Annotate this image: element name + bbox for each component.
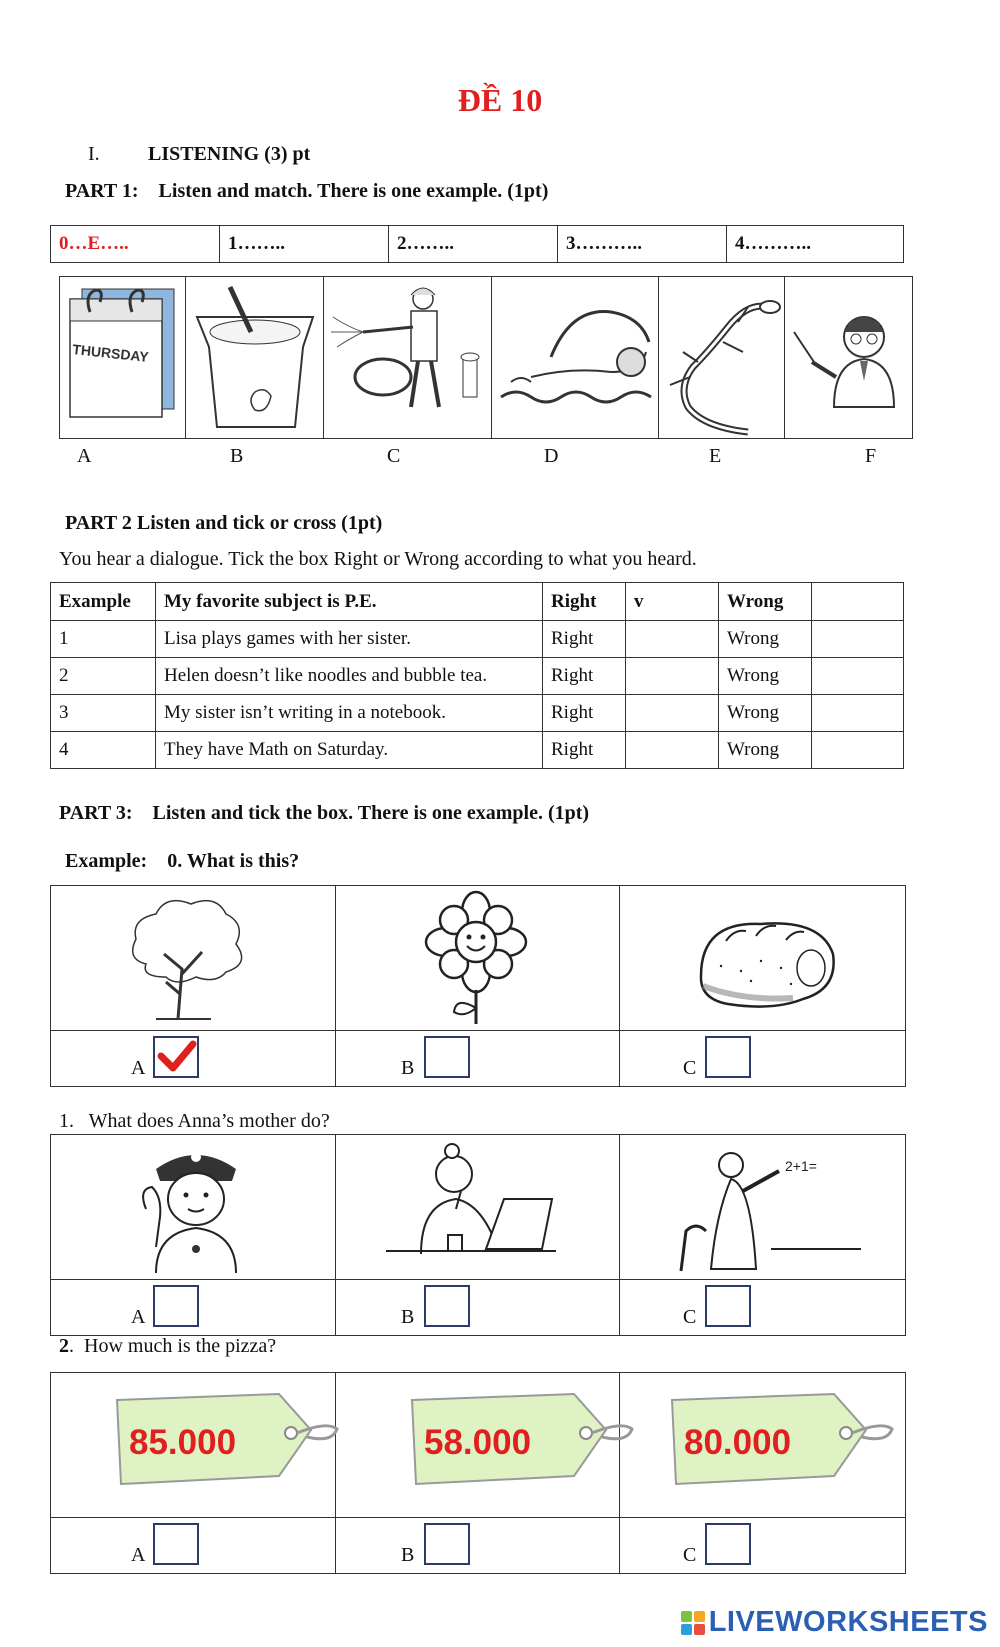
price-a: 85.000 [129,1423,237,1462]
part2-instruction: You hear a dialogue. Tick the box Right or Wrong according to what you heard. [59,548,697,570]
row-right-box[interactable] [626,695,719,732]
picture-c [323,277,492,438]
swimmer-icon [491,277,658,438]
row-num: 1 [51,621,156,658]
calendar-thursday-icon [60,277,185,438]
answer-example: 0…E….. [51,226,220,263]
page-title: ĐỀ 10 [457,82,543,118]
picture-a [60,277,186,438]
table-row [51,695,904,732]
row-wrong: Wrong [719,621,812,658]
picture-e [658,277,785,438]
part1-answer-table [50,225,904,263]
question-2 [59,1335,276,1358]
row-right: Right [543,732,626,769]
yogurt-icon [185,277,323,438]
office-worker-icon [386,1139,556,1275]
price-c: 80.000 [684,1423,792,1462]
picture-label-d: D [544,445,559,467]
tree-icon [116,894,246,1024]
board-text: 2+1= [785,1158,817,1174]
picture-f [784,277,912,438]
part2-table [50,582,904,769]
q2-option-a-label: A [131,1544,146,1566]
lizard-icon [658,277,784,438]
example-option-a-label: A [131,1057,146,1079]
brand-logo[interactable] [680,1606,988,1639]
example-option-b-checkbox[interactable] [424,1036,470,1078]
bread-icon [681,906,841,1016]
q1-option-c-label: C [683,1306,697,1328]
flower-icon [411,890,541,1026]
row-wrong-box[interactable] [812,621,904,658]
answer-4[interactable]: 4……….. [727,226,904,263]
q2-option-b-checkbox[interactable] [424,1523,470,1565]
row-wrong: Wrong [719,658,812,695]
picture-label-e: E [709,445,722,467]
row-sentence: They have Math on Saturday. [156,732,543,769]
table-row [51,621,904,658]
example-option-b-label: B [401,1057,415,1079]
q1-option-a-checkbox[interactable] [153,1285,199,1327]
row-wrong: Wrong [719,732,812,769]
calendar-text: THURSDAY [71,341,150,365]
price-b: 58.000 [424,1423,532,1462]
row-sentence: My favorite subject is P.E. [156,583,543,621]
picture-label-b: B [230,445,244,467]
picture-b [185,277,324,438]
row-wrong-box [812,583,904,621]
section-title: LISTENING (3) pt [148,143,311,165]
row-wrong: Wrong [719,695,812,732]
row-sentence: Helen doesn’t like noodles and bubble tea. [156,658,543,695]
picture-label-f: F [865,445,877,467]
part2-heading: PART 2 Listen and tick or cross (1pt) [65,512,383,534]
row-sentence: Lisa plays games with her sister. [156,621,543,658]
q2-option-b-label: B [401,1544,415,1566]
row-right-box[interactable] [626,658,719,695]
example-grid [50,885,906,1087]
picture-label-a: A [77,445,92,467]
table-row [51,732,904,769]
example-option-c-checkbox[interactable] [705,1036,751,1078]
section-number: I. [88,143,100,165]
part1-picture-strip [59,276,913,439]
picture-d [491,277,659,438]
row-right: Right [543,583,626,621]
answer-3[interactable]: 3……….. [558,226,727,263]
row-right-box[interactable] [626,732,719,769]
part3-heading: PART 3: Listen and tick the box. There is one example. (1pt) [59,802,590,824]
row-right: Right [543,695,626,732]
row-sentence: My sister isn’t writing in a notebook. [156,695,543,732]
q2-option-a-checkbox[interactable] [153,1523,199,1565]
example-option-a-checkbox[interactable] [153,1036,199,1078]
answer-1[interactable]: 1…….. [220,226,389,263]
row-num: Example [51,583,156,621]
part1-heading: PART 1: Listen and match. There is one example. (1pt) [65,180,549,202]
q1-option-b-checkbox[interactable] [424,1285,470,1327]
price-tag-c [666,1388,906,1488]
table-row [51,658,904,695]
question-1: 1. What does Anna’s mother do? [59,1110,330,1132]
q2-option-c-label: C [683,1544,697,1566]
q1-option-a-label: A [131,1306,146,1328]
row-wrong-box[interactable] [812,695,904,732]
q2-option-c-checkbox[interactable] [705,1523,751,1565]
row-num: 2 [51,658,156,695]
row-wrong: Wrong [719,583,812,621]
row-wrong-box[interactable] [812,658,904,695]
example-question: Example: 0. What is this? [65,850,300,872]
firefighter-icon [323,277,491,438]
question-2-grid [50,1372,906,1574]
price-tag-b [406,1388,646,1488]
price-tag-a [111,1388,351,1488]
row-right-box[interactable] [626,621,719,658]
row-right: Right [543,621,626,658]
row-num: 3 [51,695,156,732]
row-num: 4 [51,732,156,769]
question-2-text: . How much is the pizza? [69,1335,277,1357]
q1-option-b-label: B [401,1306,415,1328]
example-option-c-label: C [683,1057,697,1079]
question-2-number: 2 [59,1335,69,1357]
police-officer-icon [126,1139,266,1275]
red-check-icon [155,1038,197,1076]
row-wrong-box[interactable] [812,732,904,769]
picture-label-c: C [387,445,401,467]
teacher-board-icon [661,1139,871,1279]
q1-option-c-checkbox[interactable] [705,1285,751,1327]
row-right-box: v [626,583,719,621]
brand-name: LIVEWORKSHEETS [708,1606,988,1638]
row-right: Right [543,658,626,695]
answer-2[interactable]: 2…….. [389,226,558,263]
question-1-grid [50,1134,906,1336]
table-row [51,583,904,621]
teacher-icon [784,277,912,438]
liveworksheets-logo-icon [680,1610,706,1636]
